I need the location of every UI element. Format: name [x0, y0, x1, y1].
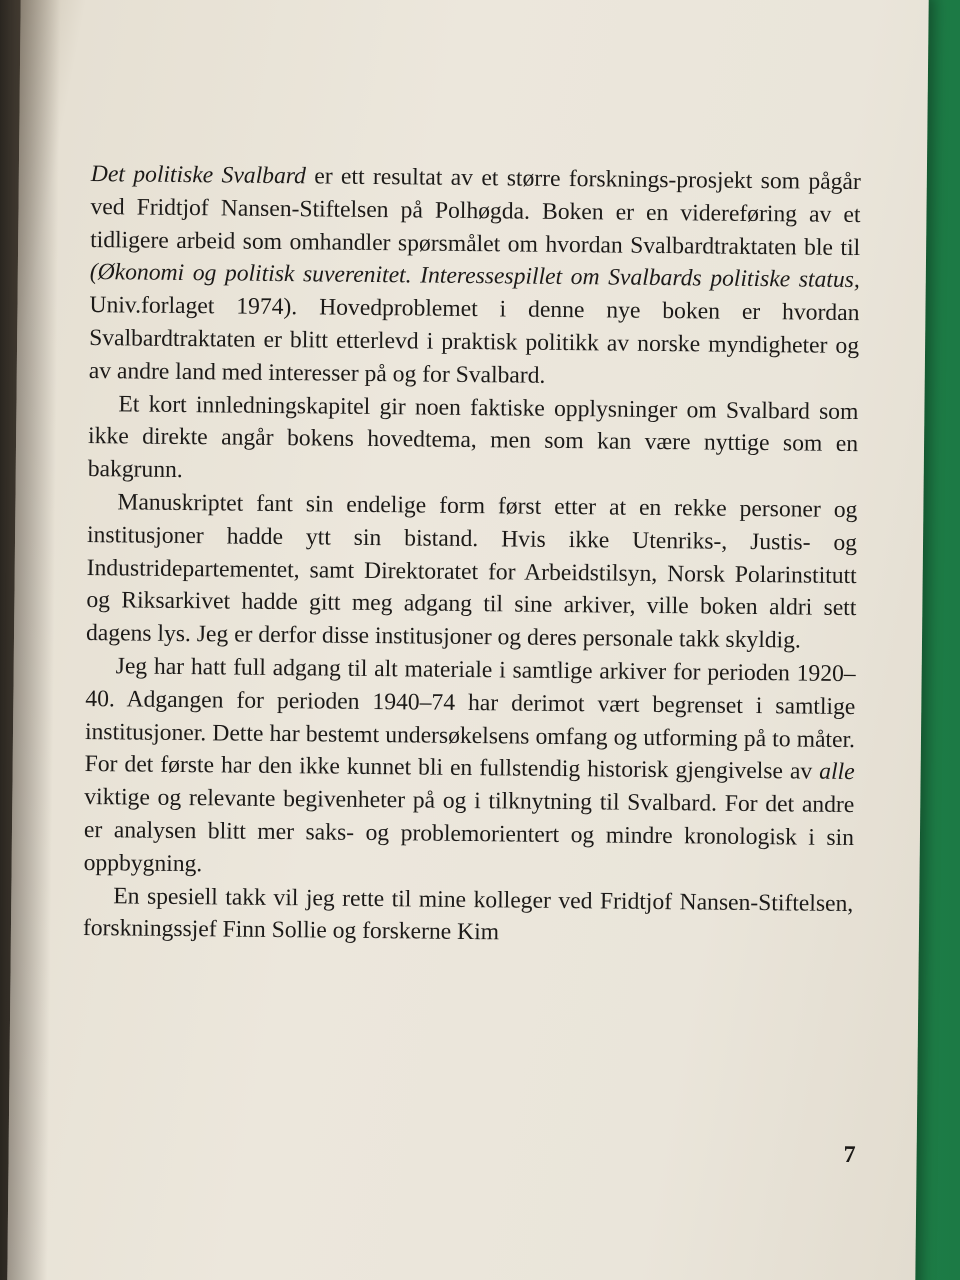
text-segment: Et kort innledningskapitel gir noen faktiske opplysninger om Svalbard som ikke direkte angår bokens hovedtema, men som kan være nyttige som en bakgrunn.	[87, 390, 859, 484]
body-text	[83, 158, 861, 953]
paragraph-3	[86, 486, 858, 658]
earlier-work-reference: (Økonomi og politisk suverenitet. Interessespillet om Svalbards politiske status,	[89, 259, 860, 294]
book-page	[7, 0, 929, 1280]
paragraph-1	[89, 158, 861, 396]
text-segment: viktige og relevante begivenheter på og i tilknytning til Svalbard. For det andre er analysen blitt mer saks- og problemorientert og mindre kronologisk i sin oppbygning.	[83, 784, 855, 877]
text-segment: Jeg har hatt full adgang til alt materiale i samtlige arkiver for perioden 1920–40. Adgangen for perioden 1940–74 har derimot vært begrenset i samtlige institusjoner. Dette har bestemt undersøkelsens omfang og utforming på to måter. For det første har den ikke kunnet bli en fullstendig historisk gjengivelse av	[84, 653, 856, 786]
text-segment: er ett resultat av et større forsknings-prosjekt som pågår ved Fridtjof Nansen-Stiftelsen på Polhøgda. Boken er en videreføring av et tidligere arbeid som omhandler spørsmålet om hvordan Svalbardtraktaten ble til	[90, 163, 861, 261]
paragraph-4	[83, 650, 855, 888]
text-segment: En spesiell takk vil jeg rette til mine kolleger ved Fridtjof Nansen-Stiftelsen, forskningssjef Finn Sollie og forskerne Kim	[82, 882, 854, 946]
emphasis-word: alle	[819, 759, 855, 786]
paragraph-5	[83, 880, 854, 954]
text-segment: Univ.forlaget 1974). Hovedproblemet i denne nye boken er hvordan Svalbardtraktaten er blitt etterlevd i praktisk politikk av norske myndigheter og av andre land med interesser på og for Svalbard.	[88, 292, 860, 389]
book-title: Det politiske Svalbard	[90, 161, 307, 190]
text-segment: Manuskriptet fant sin endelige form først etter at en rekke personer og institusjoner hadde ytt sin bistand. Hvis ikke Utenriks-, Justis- og Industridepartementet, samt Direktoratet for Arbeidstilsyn, Norsk Polarinstitutt og Riksarkivet hadde gitt meg adgang til sine arkiver, ville boken aldri sett dagens lys. Jeg er derfor disse institusjoner og deres personale takk skyldig.	[85, 489, 858, 654]
paragraph-2	[88, 388, 859, 494]
page-number: 7	[843, 1141, 856, 1169]
